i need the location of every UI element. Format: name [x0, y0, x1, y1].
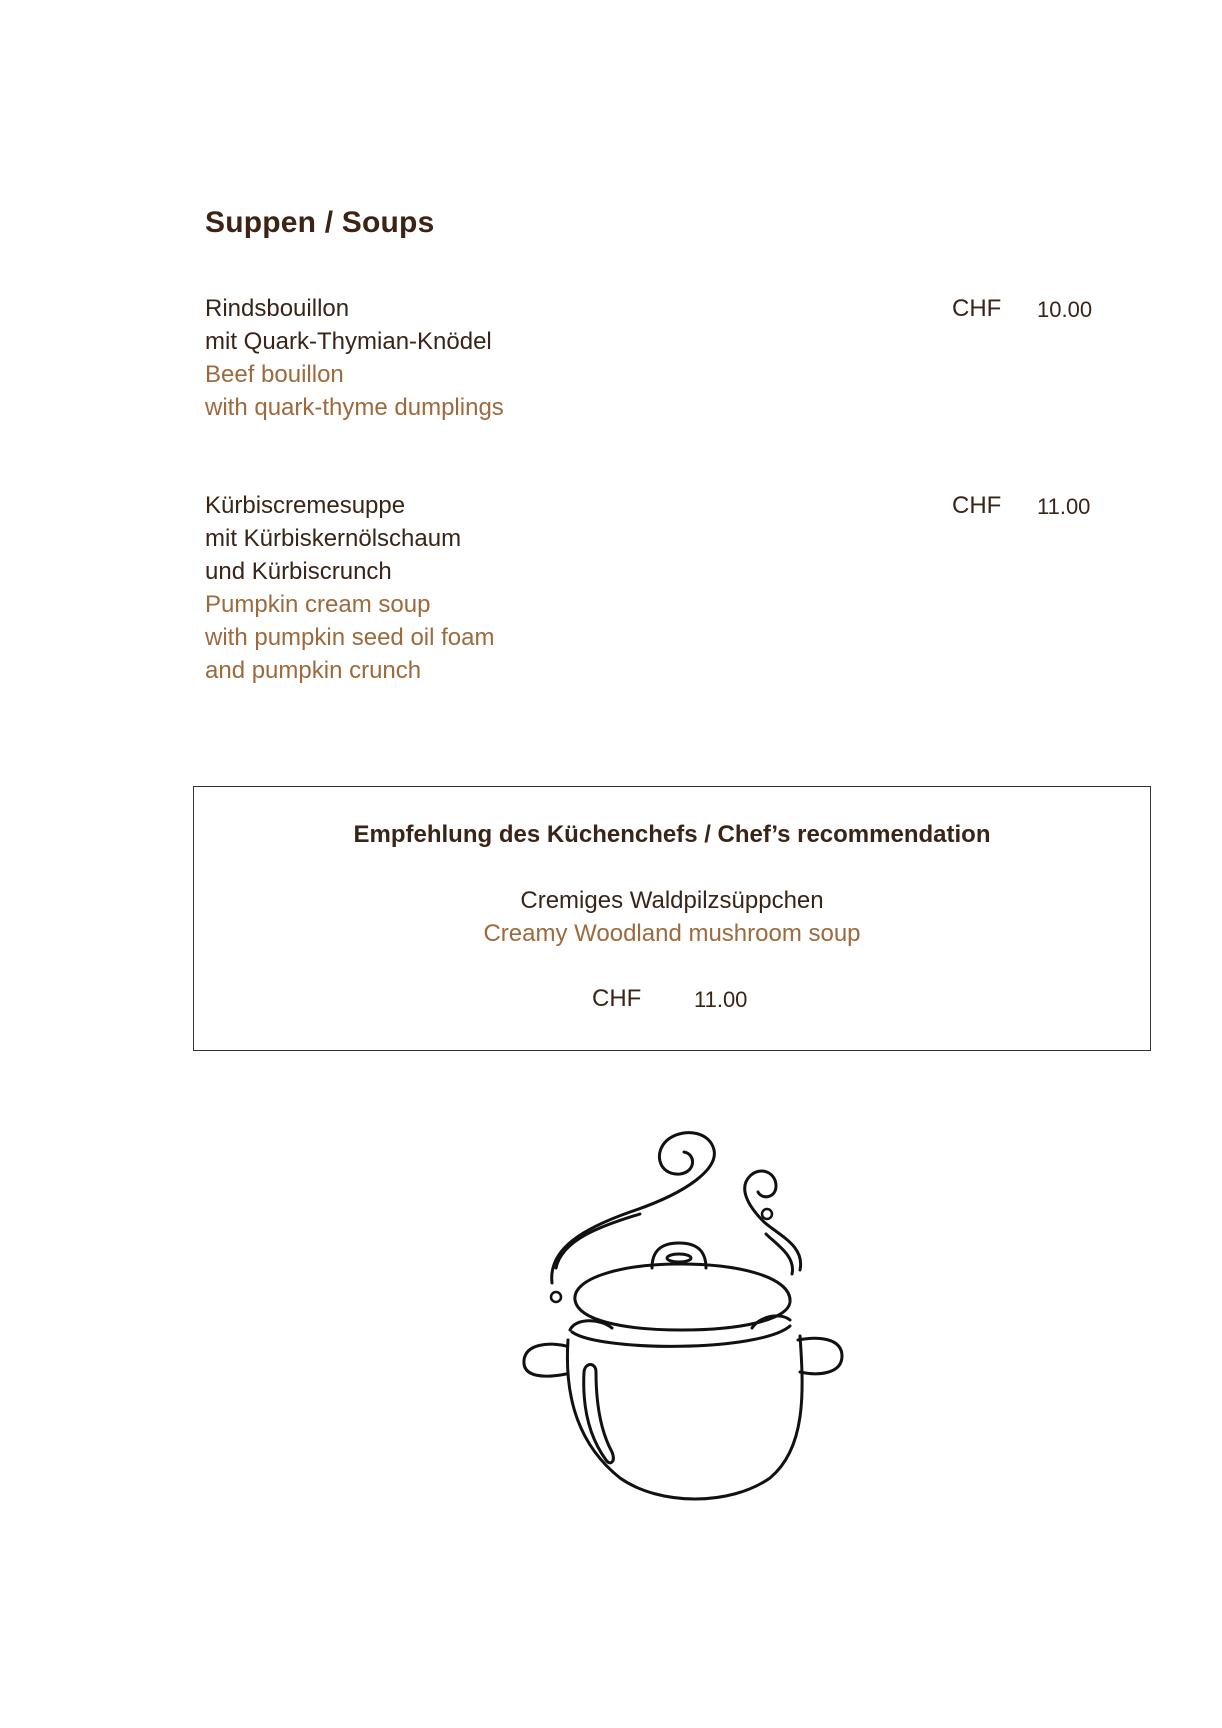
recommendation-name-en: Creamy Woodland mushroom soup — [483, 920, 861, 947]
soup-pot-icon — [515, 1125, 845, 1510]
menu-item — [205, 489, 1105, 687]
recommendation-name-de: Cremiges Waldpilzsüppchen — [520, 887, 824, 914]
item-currency: CHF — [952, 492, 1002, 519]
item-desc-en: and pumpkin crunch — [205, 657, 422, 684]
item-desc-de: mit Kürbiskernölschaum — [205, 525, 462, 552]
item-desc-en: with pumpkin seed oil foam — [205, 624, 495, 651]
item-desc-en: with quark-thyme dumplings — [205, 394, 504, 421]
item-price: 11.00 — [1037, 494, 1091, 519]
item-desc-de: und Kürbiscrunch — [205, 558, 392, 585]
item-price: 10.00 — [1037, 297, 1093, 322]
chef-recommendation-box — [193, 786, 1151, 1051]
recommendation-currency: CHF — [592, 985, 642, 1012]
recommendation-title: Empfehlung des Küchenchefs / Chef’s recommendation — [353, 821, 991, 848]
item-desc-de: mit Quark-Thymian-Knödel — [205, 328, 492, 355]
menu-item — [205, 292, 1105, 424]
item-name-en: Pumpkin cream soup — [205, 591, 431, 618]
item-name-de: Kürbiscremesuppe — [205, 492, 406, 519]
item-name-de: Rindsbouillon — [205, 295, 350, 322]
item-name-en: Beef bouillon — [205, 361, 344, 388]
section-title: Suppen / Soups — [205, 206, 435, 239]
item-currency: CHF — [952, 295, 1002, 322]
recommendation-price: 11.00 — [694, 987, 748, 1012]
